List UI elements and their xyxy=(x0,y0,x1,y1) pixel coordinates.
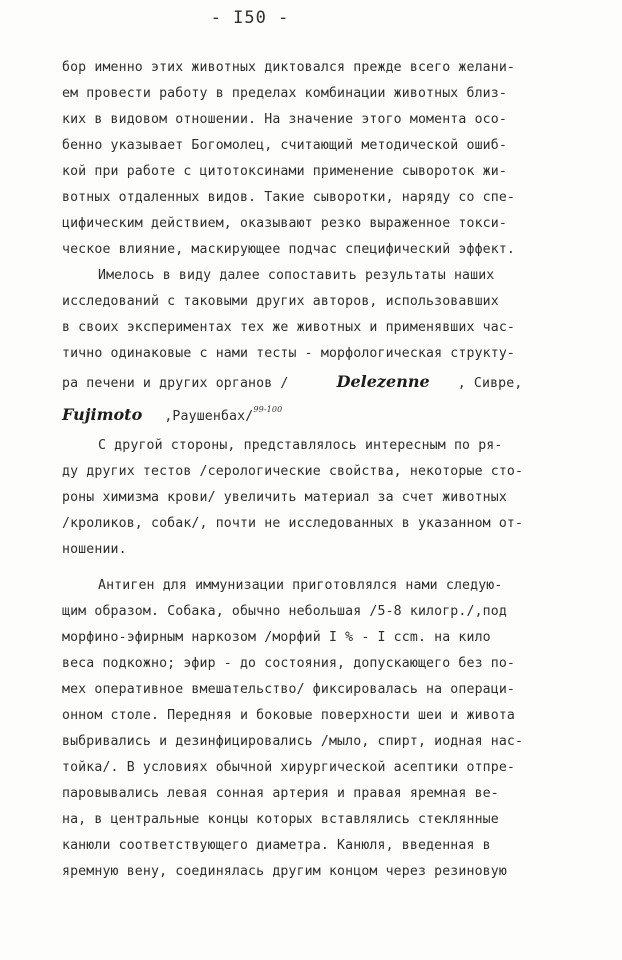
text-line: ких в видовом отношении. На значение этого момента осо- xyxy=(62,112,507,127)
text-line: яремную вену, соединялась другим концом через резиновую xyxy=(62,864,507,879)
text-line: канюли соответствующего диаметра. Канюля, введенная в xyxy=(62,838,491,853)
text-line: тично одинаковые с нами тесты - морфологическая структу- xyxy=(62,346,516,361)
line-text: ,Раушенбах/ xyxy=(164,409,254,424)
text-line: Антиген для иммунизации приготовлялся нами следую- xyxy=(98,578,503,593)
text-line: С другой стороны, представлялось интересным по ря- xyxy=(98,438,503,453)
text-line: бор именно этих животных диктовался прежде всего желани- xyxy=(62,60,516,75)
text-line: тойка/. В условиях обычной хирургической асептики отпре- xyxy=(62,760,516,775)
line-prefix: ра печени и других органов / xyxy=(62,376,289,391)
text-line: ем провести работу в пределах комбинации животных близ- xyxy=(62,86,507,101)
text-line: паровывались левая сонная артерия и правая яремная ве- xyxy=(62,786,499,801)
text-line: роны химизма крови/ увеличить материал за счет животных xyxy=(62,490,507,505)
text-line: щим образом. Собака, обычно небольшая /5-8 килогр./,под xyxy=(62,604,507,619)
text-line: морфино-эфирным наркозом /морфий I % - I ccm. на кило xyxy=(62,630,491,645)
text-line: ческое влияние, маскирующее подчас специфический эффект. xyxy=(62,242,516,257)
text-line: кой при работе с цитотоксинами применение сывороток жи- xyxy=(62,164,507,179)
text-line: в своих экспериментах тех же животных и применявших час- xyxy=(62,320,516,335)
reference-numbers: 99-100 xyxy=(253,405,283,414)
text-line: ношении. xyxy=(62,542,127,557)
text-line: веса подкожно; эфир - до состояния, допускающего без по- xyxy=(62,656,516,671)
text-line xyxy=(62,400,282,427)
handwritten-name: Fujimoto xyxy=(62,405,143,424)
text-line: онном столе. Передняя и боковые поверхности шеи и живота xyxy=(62,708,516,723)
text-line: Имелось в виду далее сопоставить результаты наших xyxy=(98,268,495,283)
text-line: на, в центральные концы которых вставлялись стеклянные xyxy=(62,812,499,827)
handwritten-name: Delezenne xyxy=(336,372,430,391)
text-line: вотных отдаленных видов. Такие сыворотки, наряду со спе- xyxy=(62,190,516,205)
line-suffix: , Сивре, xyxy=(457,376,523,391)
text-line: мех оперативное вмешательство/ фиксировалась на операци- xyxy=(62,682,516,697)
page-number: - I50 - xyxy=(210,8,290,28)
text-line: ду других тестов /серологические свойства, некоторые сто- xyxy=(62,464,524,479)
text-line: выбривались и дезинфицировались /мыло, спирт, иодная нас- xyxy=(62,734,524,749)
text-line: исследований с таковыми других авторов, использовавших xyxy=(62,294,499,309)
text-line: бенно указывает Богомолец, считающий методической ошиб- xyxy=(62,138,507,153)
text-line: /кроликов, собак/, почти не исследованных в указанном от- xyxy=(62,516,524,531)
text-line xyxy=(62,372,522,394)
text-line: цифическим действием, оказывают резко выраженное токси- xyxy=(62,216,507,231)
